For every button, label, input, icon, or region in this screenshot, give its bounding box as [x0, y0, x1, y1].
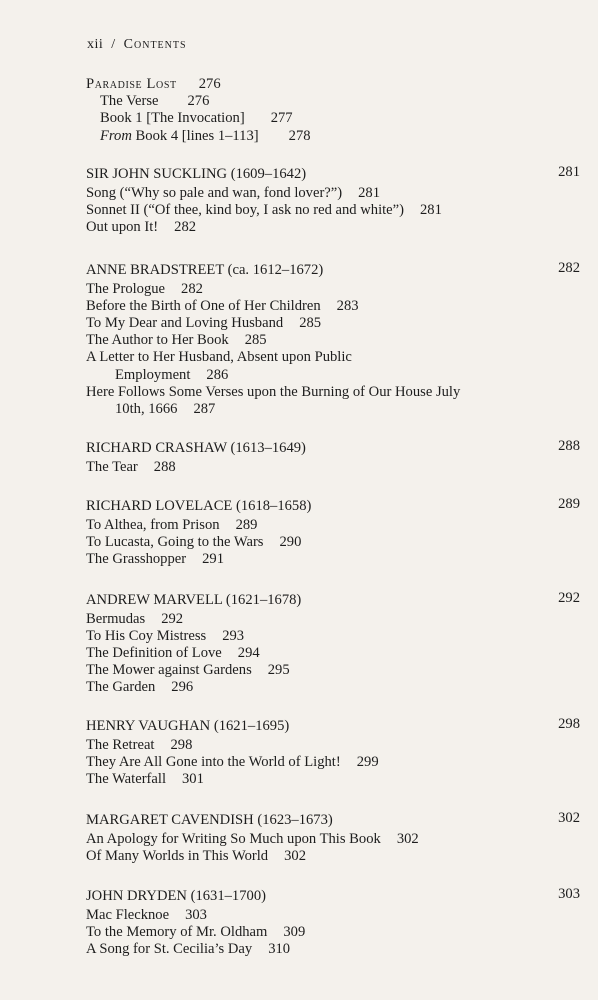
entry-title: The Retreat	[86, 736, 155, 753]
toc-entry[interactable]	[86, 93, 580, 110]
entry-page: 283	[336, 297, 359, 314]
entry-page: 289	[235, 516, 258, 533]
entry-page: 309	[283, 923, 306, 940]
entry-title: Book 4 [lines 1–113]	[135, 127, 259, 144]
toc-entry[interactable]	[86, 76, 580, 93]
entry-page: 277	[270, 110, 293, 127]
entry-page: 310	[268, 940, 291, 957]
entry-page: 278	[288, 127, 311, 144]
toc-entry[interactable]	[86, 128, 580, 145]
toc-entry[interactable]	[86, 185, 580, 202]
author-section	[86, 888, 580, 958]
author-section	[86, 812, 580, 865]
entry-title: Bermudas	[86, 610, 146, 627]
author-section	[86, 718, 580, 788]
toc-entry[interactable]	[86, 679, 580, 696]
toc-entry[interactable]	[86, 219, 580, 236]
author-page: 282	[558, 260, 580, 276]
author-name: SIR JOHN SUCKLING (1609–1642)	[86, 166, 307, 182]
entry-title: An Apology for Writing So Much upon This Book	[86, 830, 381, 847]
entry-page: 301	[182, 770, 204, 787]
entry-title: Employment	[115, 366, 191, 383]
toc-entry[interactable]	[86, 645, 580, 662]
author-page: 289	[558, 496, 580, 512]
toc-entry[interactable]	[86, 611, 580, 628]
entry-title: Of Many Worlds in This World	[86, 847, 269, 864]
toc-entry[interactable]	[86, 831, 580, 848]
author-name: JOHN DRYDEN (1631–1700)	[86, 888, 266, 904]
author-name: RICHARD LOVELACE (1618–1658)	[86, 498, 312, 514]
entry-page: 294	[237, 644, 260, 661]
toc-entry[interactable]	[86, 332, 580, 349]
entry-page: 302	[396, 830, 419, 847]
entry-title: To His Coy Mistress	[86, 627, 207, 644]
author-page: 303	[558, 886, 580, 902]
entry-title: To Lucasta, Going to the Wars	[86, 533, 264, 550]
author-heading[interactable]	[86, 888, 580, 906]
entry-page: 299	[356, 753, 379, 770]
entry-title: Before the Birth of One of Her Children	[86, 297, 321, 314]
author-name: ANNE BRADSTREET (ca. 1612–1672)	[86, 262, 324, 278]
author-page: 298	[558, 716, 580, 732]
toc-entry[interactable]	[86, 924, 580, 941]
folio-number: xii	[87, 37, 104, 52]
author-name: RICHARD CRASHAW (1613–1649)	[86, 440, 306, 456]
toc-entry[interactable]	[86, 628, 580, 645]
toc-entry[interactable]	[86, 315, 580, 332]
author-page: 281	[558, 164, 580, 180]
toc-entry[interactable]	[86, 517, 580, 534]
entry-page: 282	[174, 218, 197, 235]
entry-prefix: From	[100, 127, 132, 144]
toc-entry[interactable]	[86, 281, 580, 298]
toc-entry[interactable]	[86, 941, 580, 958]
entry-page: 288	[153, 458, 176, 475]
paradise-lost-block	[86, 76, 580, 145]
entry-title: A Letter to Her Husband, Absent upon Public	[86, 349, 352, 366]
entry-page: 290	[279, 533, 302, 550]
entry-title: Sonnet II (“Of thee, kind boy, I ask no red and white”)	[86, 201, 404, 218]
author-page: 292	[558, 590, 580, 606]
entry-title: To Althea, from Prison	[86, 516, 220, 533]
entry-title: The Author to Her Book	[86, 332, 229, 349]
author-heading[interactable]	[86, 262, 580, 280]
toc-entry[interactable]	[86, 754, 580, 771]
entry-page: 296	[171, 679, 194, 696]
entry-title: To My Dear and Loving Husband	[86, 314, 284, 331]
entry-title: The Garden	[86, 679, 156, 696]
entry-title: Book 1 [The Invocation]	[100, 110, 245, 127]
toc-entry[interactable]	[86, 737, 580, 754]
entry-title: The Grasshopper	[86, 550, 187, 567]
entry-page: 282	[181, 280, 203, 297]
toc-entry[interactable]	[86, 551, 580, 568]
entry-title: Mac Flecknoe	[86, 906, 170, 923]
header-title: Contents	[123, 37, 187, 52]
entry-title: A Song for St. Cecilia’s Day	[86, 940, 253, 957]
entry-page: 302	[284, 847, 306, 864]
entry-page: 281	[420, 201, 442, 218]
toc-entry[interactable]	[86, 848, 580, 865]
entry-page: 293	[222, 627, 245, 644]
author-heading[interactable]	[86, 440, 580, 458]
toc-entry[interactable]	[86, 298, 580, 315]
author-page: 302	[558, 810, 580, 826]
toc-entry-continuation[interactable]	[86, 401, 580, 418]
author-heading[interactable]	[86, 718, 580, 736]
toc-entry[interactable]	[86, 459, 580, 476]
author-heading[interactable]	[86, 498, 580, 516]
toc-entry[interactable]	[86, 907, 580, 924]
entry-page: 276	[187, 93, 210, 110]
entry-title: The Mower against Gardens	[86, 662, 252, 679]
entry-title: The Verse	[100, 93, 159, 110]
running-header	[87, 37, 187, 53]
author-section	[86, 166, 580, 236]
toc-entry[interactable]	[86, 202, 580, 219]
entry-title: The Waterfall	[86, 770, 166, 787]
author-name: HENRY VAUGHAN (1621–1695)	[86, 718, 290, 734]
author-heading[interactable]	[86, 812, 580, 830]
entry-page: 287	[193, 400, 216, 417]
toc-entry[interactable]	[86, 110, 580, 127]
toc-entry[interactable]	[86, 384, 580, 401]
author-page: 288	[558, 438, 580, 454]
toc-entry[interactable]	[86, 349, 580, 366]
entry-page: 295	[267, 662, 290, 679]
author-heading[interactable]	[86, 166, 580, 184]
entry-title: They Are All Gone into the World of Light!	[86, 753, 341, 770]
entry-page: 292	[161, 610, 184, 627]
author-section	[86, 498, 580, 568]
author-section	[86, 262, 580, 418]
entry-page: 285	[299, 314, 322, 331]
entry-title: Paradise Lost	[86, 76, 177, 92]
entry-page: 285	[244, 332, 267, 349]
entry-title: The Tear	[86, 458, 138, 475]
author-name: ANDREW MARVELL (1621–1678)	[86, 592, 302, 608]
entry-title: The Prologue	[86, 280, 166, 297]
entry-page: 291	[202, 550, 224, 567]
entry-title: To the Memory of Mr. Oldham	[86, 923, 268, 940]
entry-page: 286	[206, 366, 229, 383]
entry-title: Out upon It!	[86, 218, 159, 235]
toc-entry[interactable]	[86, 771, 580, 788]
author-section	[86, 592, 580, 697]
toc-entry[interactable]	[86, 662, 580, 679]
author-name: MARGARET CAVENDISH (1623–1673)	[86, 812, 333, 828]
toc-entry[interactable]	[86, 534, 580, 551]
toc-entry-continuation[interactable]	[86, 367, 580, 384]
entry-page: 303	[185, 906, 207, 923]
author-heading[interactable]	[86, 592, 580, 610]
header-separator: /	[111, 37, 116, 52]
entry-page: 298	[170, 736, 193, 753]
entry-title: 10th, 1666	[115, 400, 178, 417]
entry-page: 276	[198, 76, 221, 92]
entry-page: 281	[358, 184, 381, 201]
entry-title: Song (“Why so pale and wan, fond lover?”)	[86, 184, 343, 201]
author-section	[86, 440, 580, 476]
entry-title: Here Follows Some Verses upon the Burning of Our House July	[86, 383, 461, 400]
entry-title: The Definition of Love	[86, 644, 222, 661]
